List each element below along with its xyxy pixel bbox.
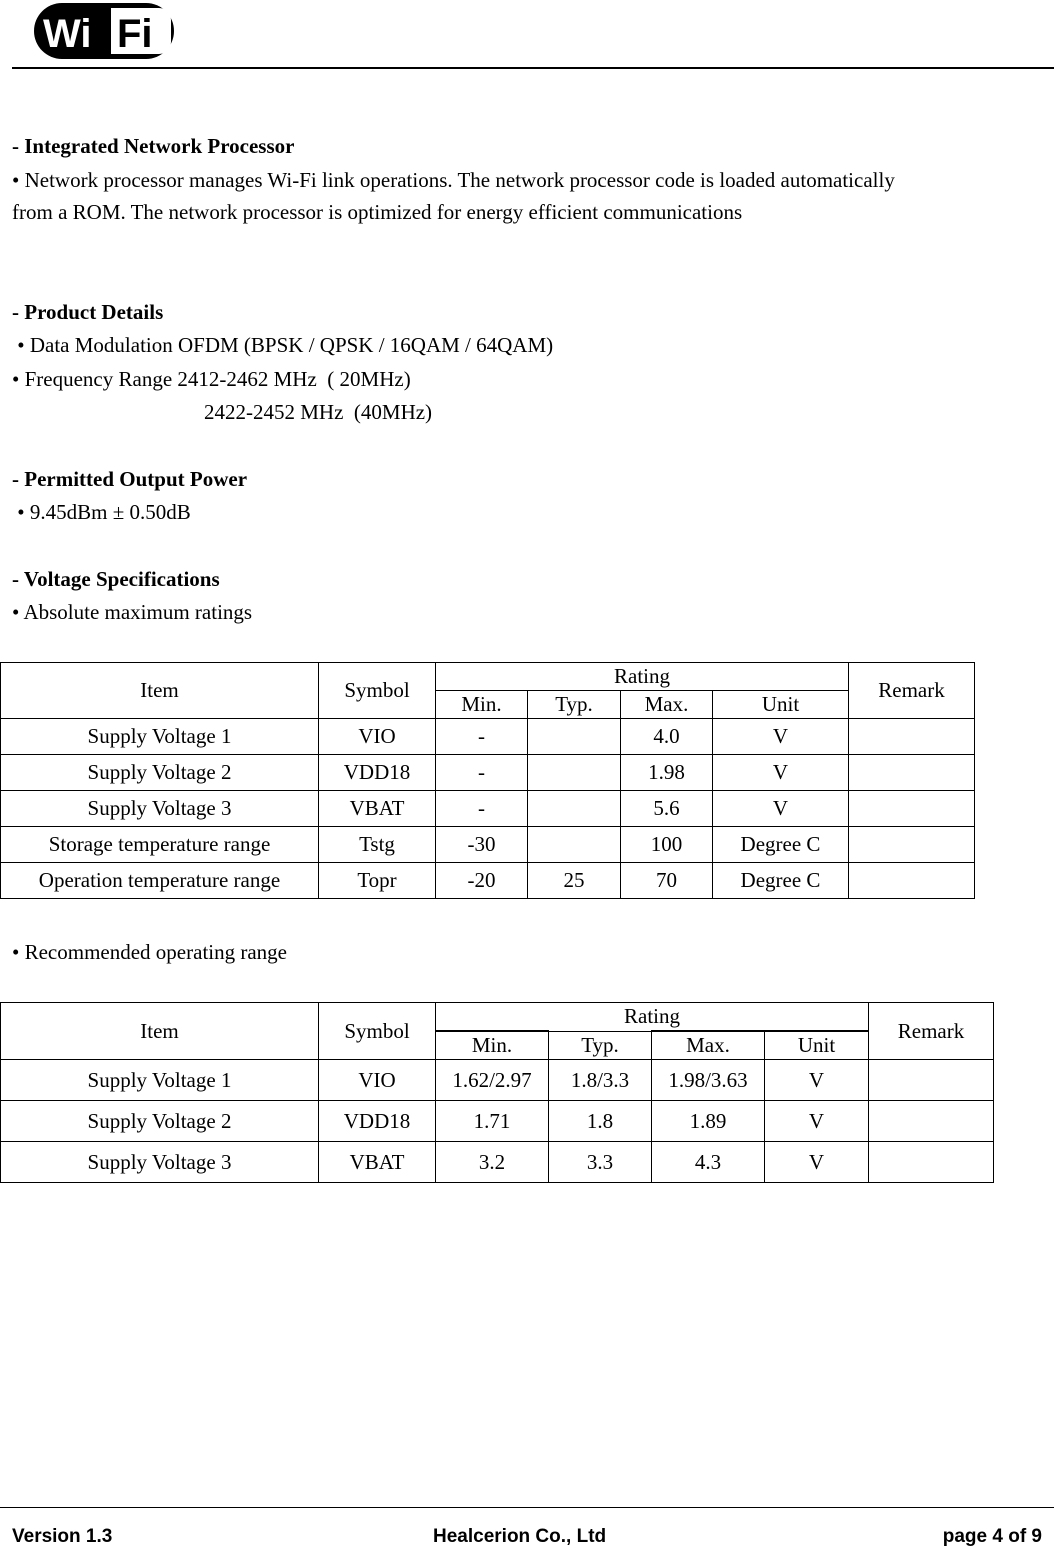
cell-item: Supply Voltage 1: [1, 719, 319, 755]
section-heading: - Integrated Network Processor: [12, 134, 295, 158]
cell-unit: V: [713, 791, 849, 827]
wifi-logo: [33, 2, 175, 60]
cell-symbol: VBAT: [319, 791, 436, 827]
col-header-max: Max.: [621, 691, 713, 719]
col-header-symbol: Symbol: [319, 1003, 436, 1060]
table-row: [1, 827, 975, 863]
cell-typ: 3.3: [549, 1142, 652, 1183]
cell-max: 70: [621, 863, 713, 899]
section-heading: - Permitted Output Power: [12, 467, 248, 491]
cell-max: 4.0: [621, 719, 713, 755]
section-heading: - Product Details: [12, 300, 164, 324]
recommended-label: • Recommended operating range: [12, 940, 287, 964]
header-rule: [12, 67, 1054, 69]
cell-symbol: VIO: [319, 719, 436, 755]
cell-max: 1.98/3.63: [652, 1060, 765, 1101]
svg-text:Wi: Wi: [43, 12, 92, 56]
cell-min: -20: [436, 863, 528, 899]
section-heading: - Voltage Specifications: [12, 567, 220, 591]
cell-unit: V: [713, 719, 849, 755]
cell-max: 5.6: [621, 791, 713, 827]
table-row: [1, 791, 975, 827]
cell-item: Supply Voltage 1: [1, 1060, 319, 1101]
table-row: [1, 1060, 994, 1101]
cell-symbol: VDD18: [319, 1101, 436, 1142]
col-header-item: Item: [1, 1003, 319, 1060]
col-header-min: Min.: [436, 1031, 549, 1060]
col-header-max: Max.: [652, 1031, 765, 1060]
cell-item: Supply Voltage 2: [1, 1101, 319, 1142]
cell-max: 1.98: [621, 755, 713, 791]
table-row: [1, 1101, 994, 1142]
cell-min: 1.71: [436, 1101, 549, 1142]
col-header-unit: Unit: [713, 691, 849, 719]
cell-max: 4.3: [652, 1142, 765, 1183]
cell-min: -: [436, 755, 528, 791]
bullet-frequency: • Frequency Range 2412-2462 MHz ( 20MHz): [12, 367, 411, 391]
cell-item: Supply Voltage 3: [1, 791, 319, 827]
col-header-remark: Remark: [869, 1003, 994, 1060]
footer-company: Healcerion Co., Ltd: [433, 1526, 607, 1547]
footer-page-number: page 4 of 9: [942, 1526, 1042, 1547]
frequency-40mhz: 2422-2452 MHz (40MHz): [204, 400, 433, 424]
recommended-operating-table: [0, 1002, 994, 1183]
absolute-max-ratings-table: [0, 662, 975, 899]
cell-typ: [528, 755, 621, 791]
cell-symbol: Topr: [319, 863, 436, 899]
cell-item: Supply Voltage 3: [1, 1142, 319, 1183]
col-header-item: Item: [1, 663, 319, 719]
col-header-min: Min.: [436, 691, 528, 719]
col-header-rating: Rating: [436, 1003, 869, 1032]
table-row: [1, 755, 975, 791]
cell-min: -: [436, 791, 528, 827]
cell-typ: 25: [528, 863, 621, 899]
table-row: [1, 1142, 994, 1183]
table-row: [1, 863, 975, 899]
cell-min: 3.2: [436, 1142, 549, 1183]
cell-symbol: Tstg: [319, 827, 436, 863]
cell-remark: [849, 827, 975, 863]
cell-typ: [528, 719, 621, 755]
cell-item: Supply Voltage 2: [1, 755, 319, 791]
cell-typ: 1.8: [549, 1101, 652, 1142]
col-header-remark: Remark: [849, 663, 975, 719]
col-header-typ: Typ.: [528, 691, 621, 719]
cell-symbol: VIO: [319, 1060, 436, 1101]
cell-unit: V: [765, 1060, 869, 1101]
cell-remark: [849, 791, 975, 827]
cell-typ: 1.8/3.3: [549, 1060, 652, 1101]
cell-min: -: [436, 719, 528, 755]
paragraph-line: from a ROM. The network processor is optimized for energy efficient communications: [12, 200, 743, 224]
cell-item: Operation temperature range: [1, 863, 319, 899]
footer-rule: [0, 1507, 1054, 1508]
cell-unit: V: [713, 755, 849, 791]
cell-min: -30: [436, 827, 528, 863]
cell-remark: [869, 1142, 994, 1183]
cell-unit: Degree C: [713, 863, 849, 899]
cell-remark: [849, 863, 975, 899]
cell-item: Storage temperature range: [1, 827, 319, 863]
svg-text:Fi: Fi: [117, 12, 153, 56]
cell-typ: [528, 827, 621, 863]
footer-version: Version 1.3: [12, 1526, 113, 1547]
col-header-unit: Unit: [765, 1031, 869, 1060]
cell-typ: [528, 791, 621, 827]
cell-symbol: VDD18: [319, 755, 436, 791]
cell-remark: [869, 1060, 994, 1101]
cell-min: 1.62/2.97: [436, 1060, 549, 1101]
cell-unit: V: [765, 1142, 869, 1183]
cell-unit: Degree C: [713, 827, 849, 863]
cell-remark: [869, 1101, 994, 1142]
col-header-symbol: Symbol: [319, 663, 436, 719]
col-header-typ: Typ.: [549, 1031, 652, 1060]
cell-remark: [849, 719, 975, 755]
cell-symbol: VBAT: [319, 1142, 436, 1183]
abs-max-label: • Absolute maximum ratings: [12, 600, 253, 624]
cell-max: 100: [621, 827, 713, 863]
cell-remark: [849, 755, 975, 791]
cell-unit: V: [765, 1101, 869, 1142]
paragraph-line: • Network processor manages Wi-Fi link operations. The network processor code is loaded automatically: [12, 168, 895, 192]
output-power-value: • 9.45dBm ± 0.50dB: [12, 500, 191, 524]
col-header-rating: Rating: [436, 663, 849, 691]
table-row: [1, 719, 975, 755]
cell-max: 1.89: [652, 1101, 765, 1142]
bullet-modulation: • Data Modulation OFDM (BPSK / QPSK / 16QAM / 64QAM): [12, 333, 554, 357]
